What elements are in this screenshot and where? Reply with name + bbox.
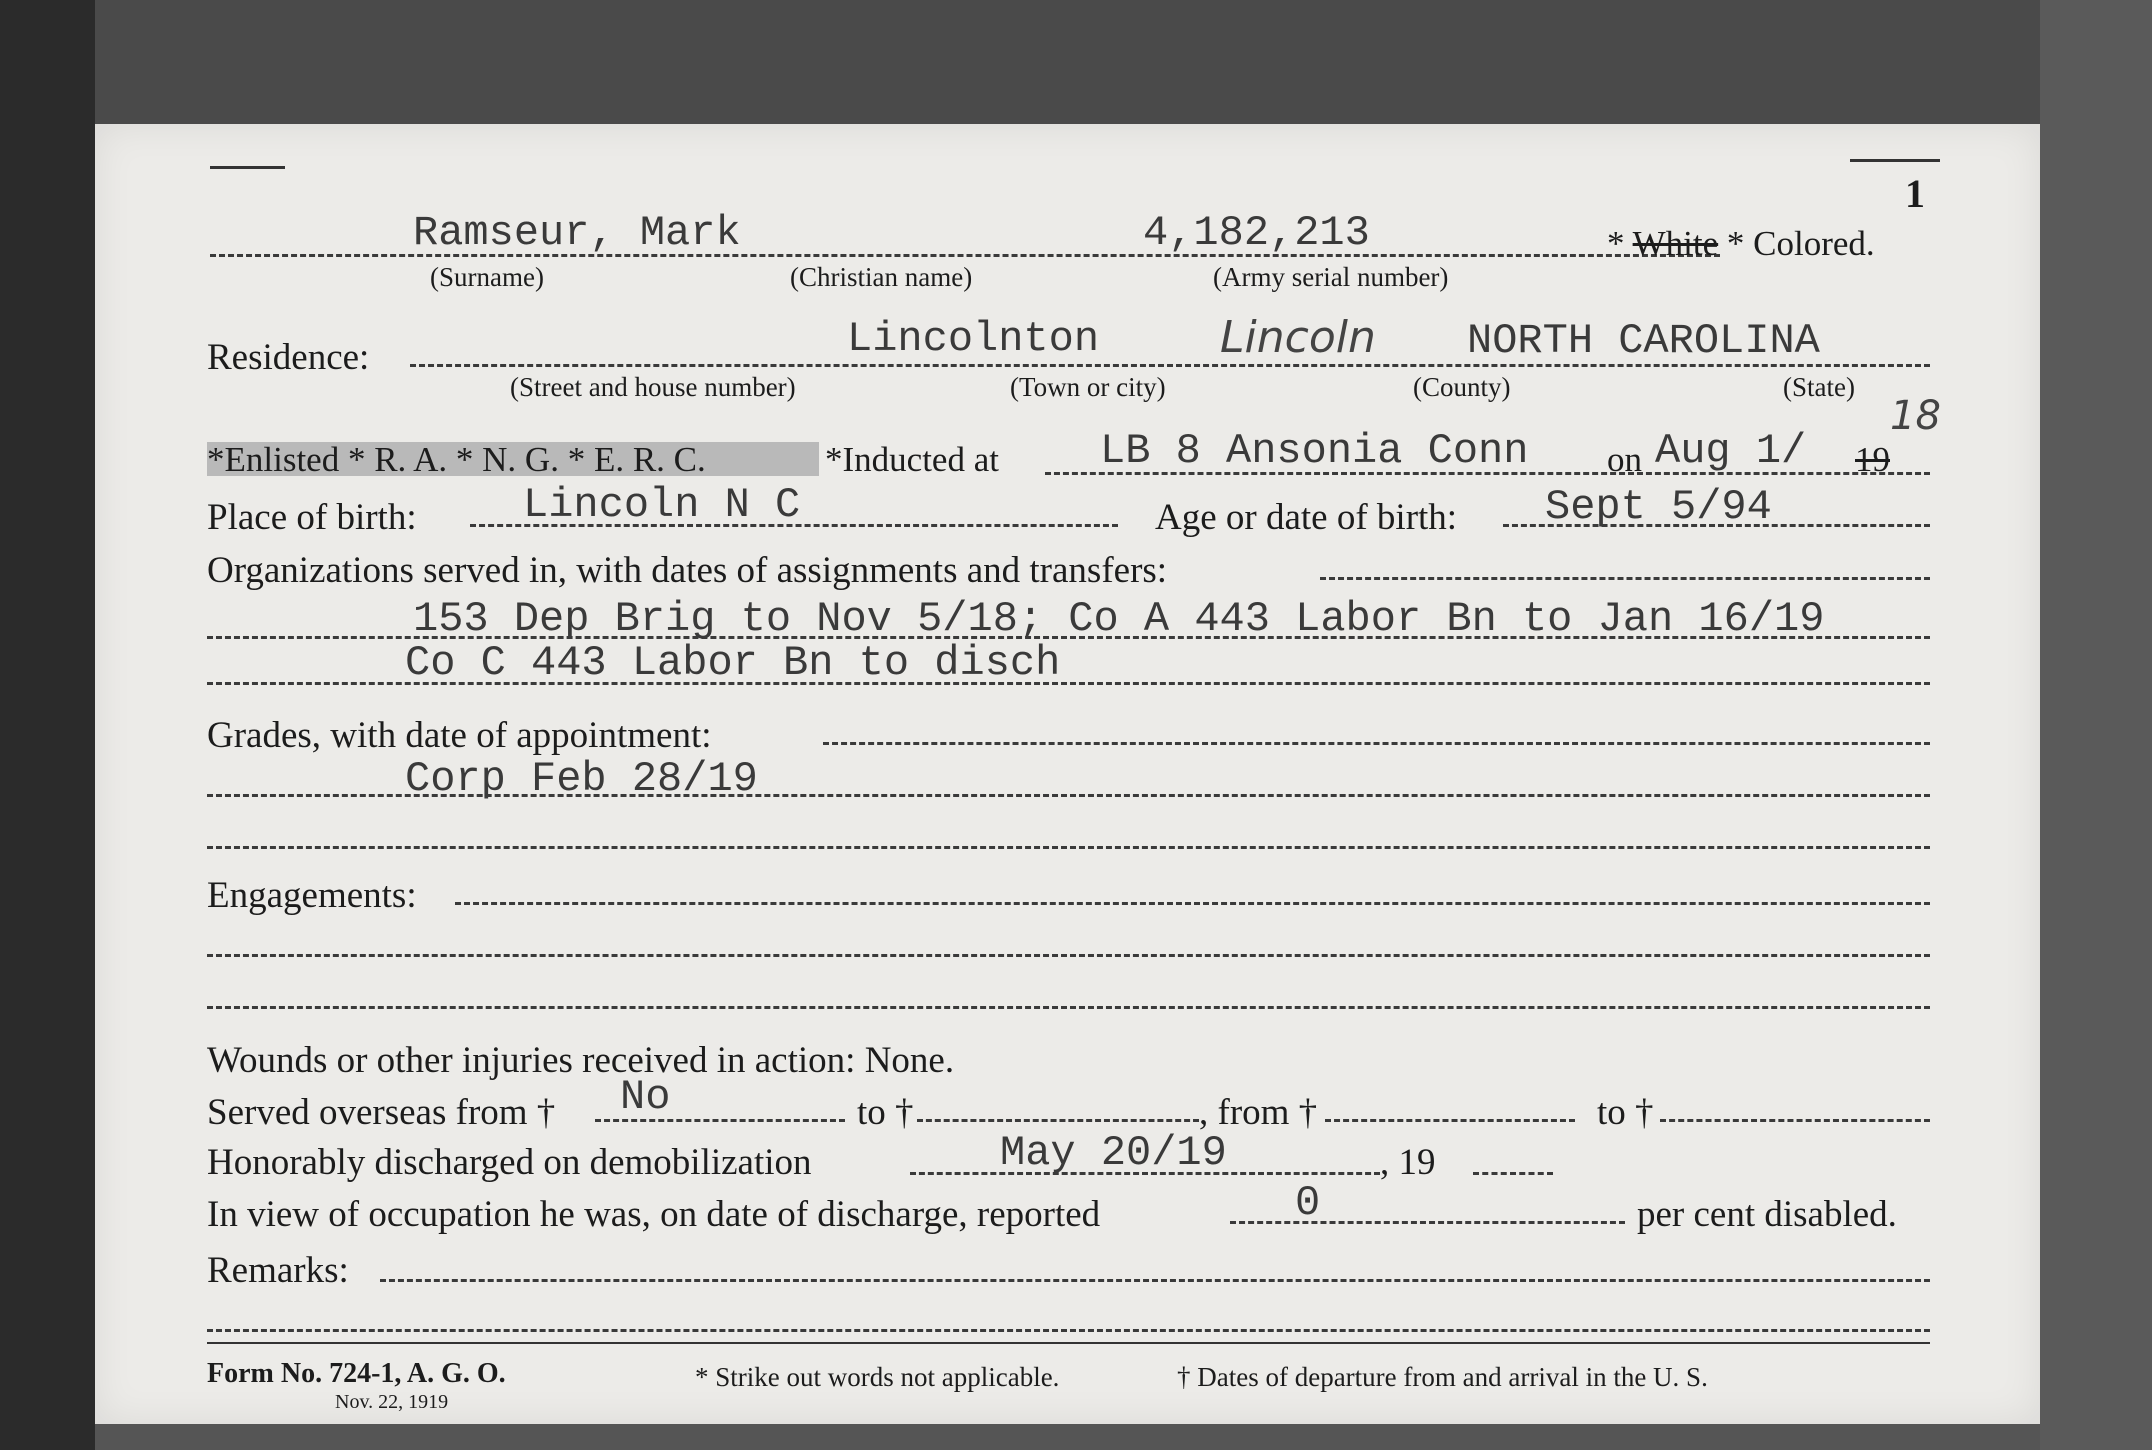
induction-year-handwritten: 18	[1890, 393, 1941, 439]
occupation-label: In view of occupation he was, on date of discharge, reported	[207, 1194, 1101, 1235]
grades-line-0	[823, 742, 1930, 745]
date-of-birth-value: Sept 5/94	[1545, 483, 1772, 531]
enlisted-options: *Enlisted * R. A. * N. G. * E. R. C.	[207, 440, 706, 479]
dates-note: † Dates of departure from and arrival in the U. S.	[1177, 1362, 1708, 1392]
organizations-line-2	[207, 682, 1930, 685]
remarks-label: Remarks:	[207, 1250, 349, 1291]
induction-date: Aug 1/	[1655, 427, 1807, 475]
overseas-value: No	[620, 1073, 671, 1121]
remarks-line-1	[207, 1329, 1930, 1332]
name-line	[210, 254, 1720, 257]
disabled-label: per cent disabled.	[1637, 1194, 1897, 1235]
residence-state: NORTH CAROLINA	[1467, 317, 1820, 365]
county-label: (County)	[1413, 372, 1511, 402]
service-record-card	[95, 124, 2040, 1424]
town-label: (Town or city)	[1010, 372, 1166, 402]
scan-background-top	[95, 0, 2152, 125]
organization-entry-2: Co C 443 Labor Bn to disch	[405, 639, 1061, 687]
residence-town: Lincolnton	[847, 315, 1100, 363]
residence-label: Residence:	[207, 337, 370, 378]
street-label: (Street and house number)	[510, 372, 796, 402]
grades-label: Grades, with date of appointment:	[207, 715, 712, 756]
strike-note: * Strike out words not applicable.	[695, 1362, 1060, 1392]
engagements-line-2	[207, 1006, 1930, 1009]
christian-name-label: (Christian name)	[790, 262, 973, 292]
grades-line-2	[207, 846, 1930, 849]
top-left-rule	[210, 166, 285, 169]
serial-value: 4,182,213	[1143, 209, 1370, 257]
race-options: * White * Colored.	[1607, 224, 1875, 263]
scan-background-left	[0, 0, 95, 1450]
organizations-label: Organizations served in, with dates of assignments and transfers:	[207, 550, 1168, 591]
on-label: on	[1607, 440, 1642, 479]
place-of-birth-label: Place of birth:	[207, 497, 417, 538]
overseas-from-label: Served overseas from †	[207, 1092, 556, 1133]
serial-number-label: (Army serial number)	[1213, 262, 1449, 292]
place-of-birth-value: Lincoln N C	[523, 481, 801, 529]
surname-value: Ramseur, Mark	[413, 209, 741, 257]
surname-label: (Surname)	[430, 262, 544, 292]
overseas-to-label: to †	[857, 1092, 914, 1133]
return-to-line	[1660, 1119, 1930, 1122]
race-white-struck: White	[1632, 224, 1719, 263]
form-date: Nov. 22, 1919	[335, 1391, 449, 1413]
organization-entry-1: 153 Dep Brig to Nov 5/18; Co A 443 Labor Bn to Jan 16/19	[413, 595, 1825, 643]
engagements-line-0	[455, 902, 1930, 905]
return-to-label: to †	[1597, 1092, 1654, 1133]
state-label: (State)	[1783, 372, 1855, 402]
form-number: Form No. 724-1, A. G. O.	[207, 1358, 506, 1389]
scan-background-right	[2040, 0, 2152, 1450]
wounds-label: Wounds or other injuries received in action: None.	[207, 1040, 955, 1081]
discharge-year-line	[1473, 1172, 1553, 1175]
grades-value: Corp Feb 28/19	[405, 755, 758, 803]
engagements-line-1	[207, 954, 1930, 957]
engagements-label: Engagements:	[207, 875, 417, 916]
page-number: 1	[1905, 171, 1925, 216]
footer-rule	[207, 1342, 1930, 1344]
race-colored: Colored.	[1753, 224, 1875, 263]
discharge-year-label: , 19	[1380, 1142, 1436, 1183]
discharged-label: Honorably discharged on demobilization	[207, 1142, 812, 1183]
residence-county: Lincoln	[1220, 312, 1376, 363]
grades-line-1	[207, 794, 1930, 797]
remarks-line-0	[380, 1279, 1930, 1282]
induction-place: LB 8 Ansonia Conn	[1100, 427, 1529, 475]
top-right-rule	[1850, 159, 1940, 162]
overseas-to-line	[917, 1119, 1199, 1122]
disabled-percent-line	[1230, 1221, 1625, 1224]
return-from-label: , from †	[1199, 1092, 1318, 1133]
return-from-line	[1325, 1119, 1575, 1122]
disabled-percent-value: 0	[1295, 1179, 1321, 1227]
organizations-line-0	[1320, 577, 1930, 580]
inducted-label: *Inducted at	[825, 440, 999, 479]
discharge-date-value: May 20/19	[1000, 1129, 1227, 1177]
induction-year-printed: 19	[1855, 440, 1890, 479]
age-or-date-of-birth-label: Age or date of birth:	[1155, 497, 1458, 538]
